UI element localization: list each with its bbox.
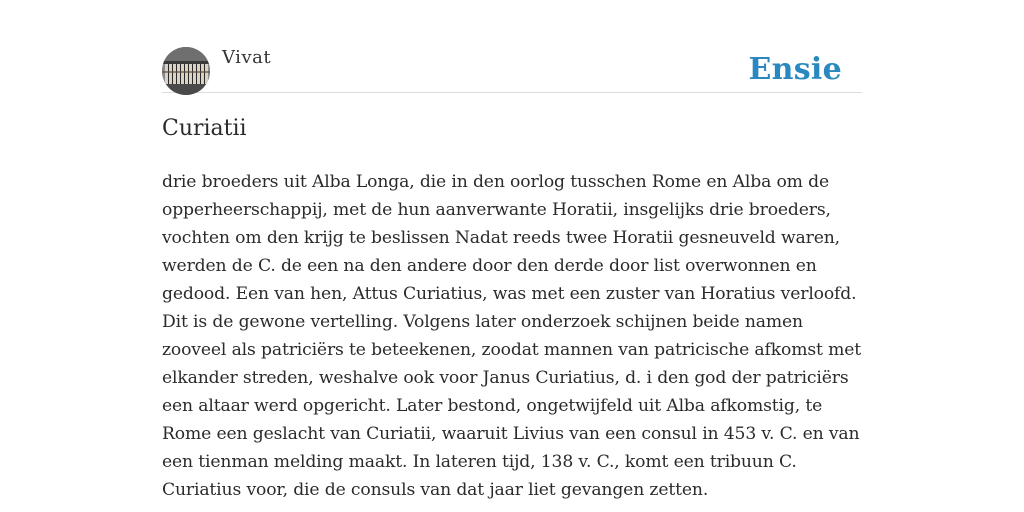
brand-logo[interactable]: Ensie (748, 52, 842, 87)
book-spines-icon[interactable] (162, 47, 210, 95)
header (162, 0, 862, 93)
page-container (162, 0, 862, 500)
source-name[interactable]: Vivat (222, 47, 272, 68)
definition-text: drie broeders uit Alba Longa, die in den oorlog tusschen Rome en Alba om de opperheerschappij, met de hun aanverwante Horatii, insgelijks drie broeders, vochten om den krijg te beslissen Nadat reeds twee Horatii gesneuveld waren, werden de C. de een na den andere door den derde door list overwonnen en gedood. Een van hen, Attus Curiatius, was met een zuster van Horatius verloofd. Dit is de gewone vertelling. Volgens later onderzoek schijnen beide namen zooveel als patriciërs te beteekenen, zoodat mannen van patricische afkomst met elkander streden, weshalve ook voor Janus Curiatius, d. i den god der patriciërs een altaar werd opgericht. Later bestond, ongetwijfeld uit Alba afkomstig, te Rome een geslacht van Curiatii, waaruit Livius van een consul in 453 v. C. en van een tienman melding maakt. In lateren tijd, 138 v. C., komt een tribuun C. Curiatius voor, die de consuls van dat jaar liet gevangen zetten. (162, 172, 862, 500)
page-title: Curiatii (162, 116, 247, 141)
